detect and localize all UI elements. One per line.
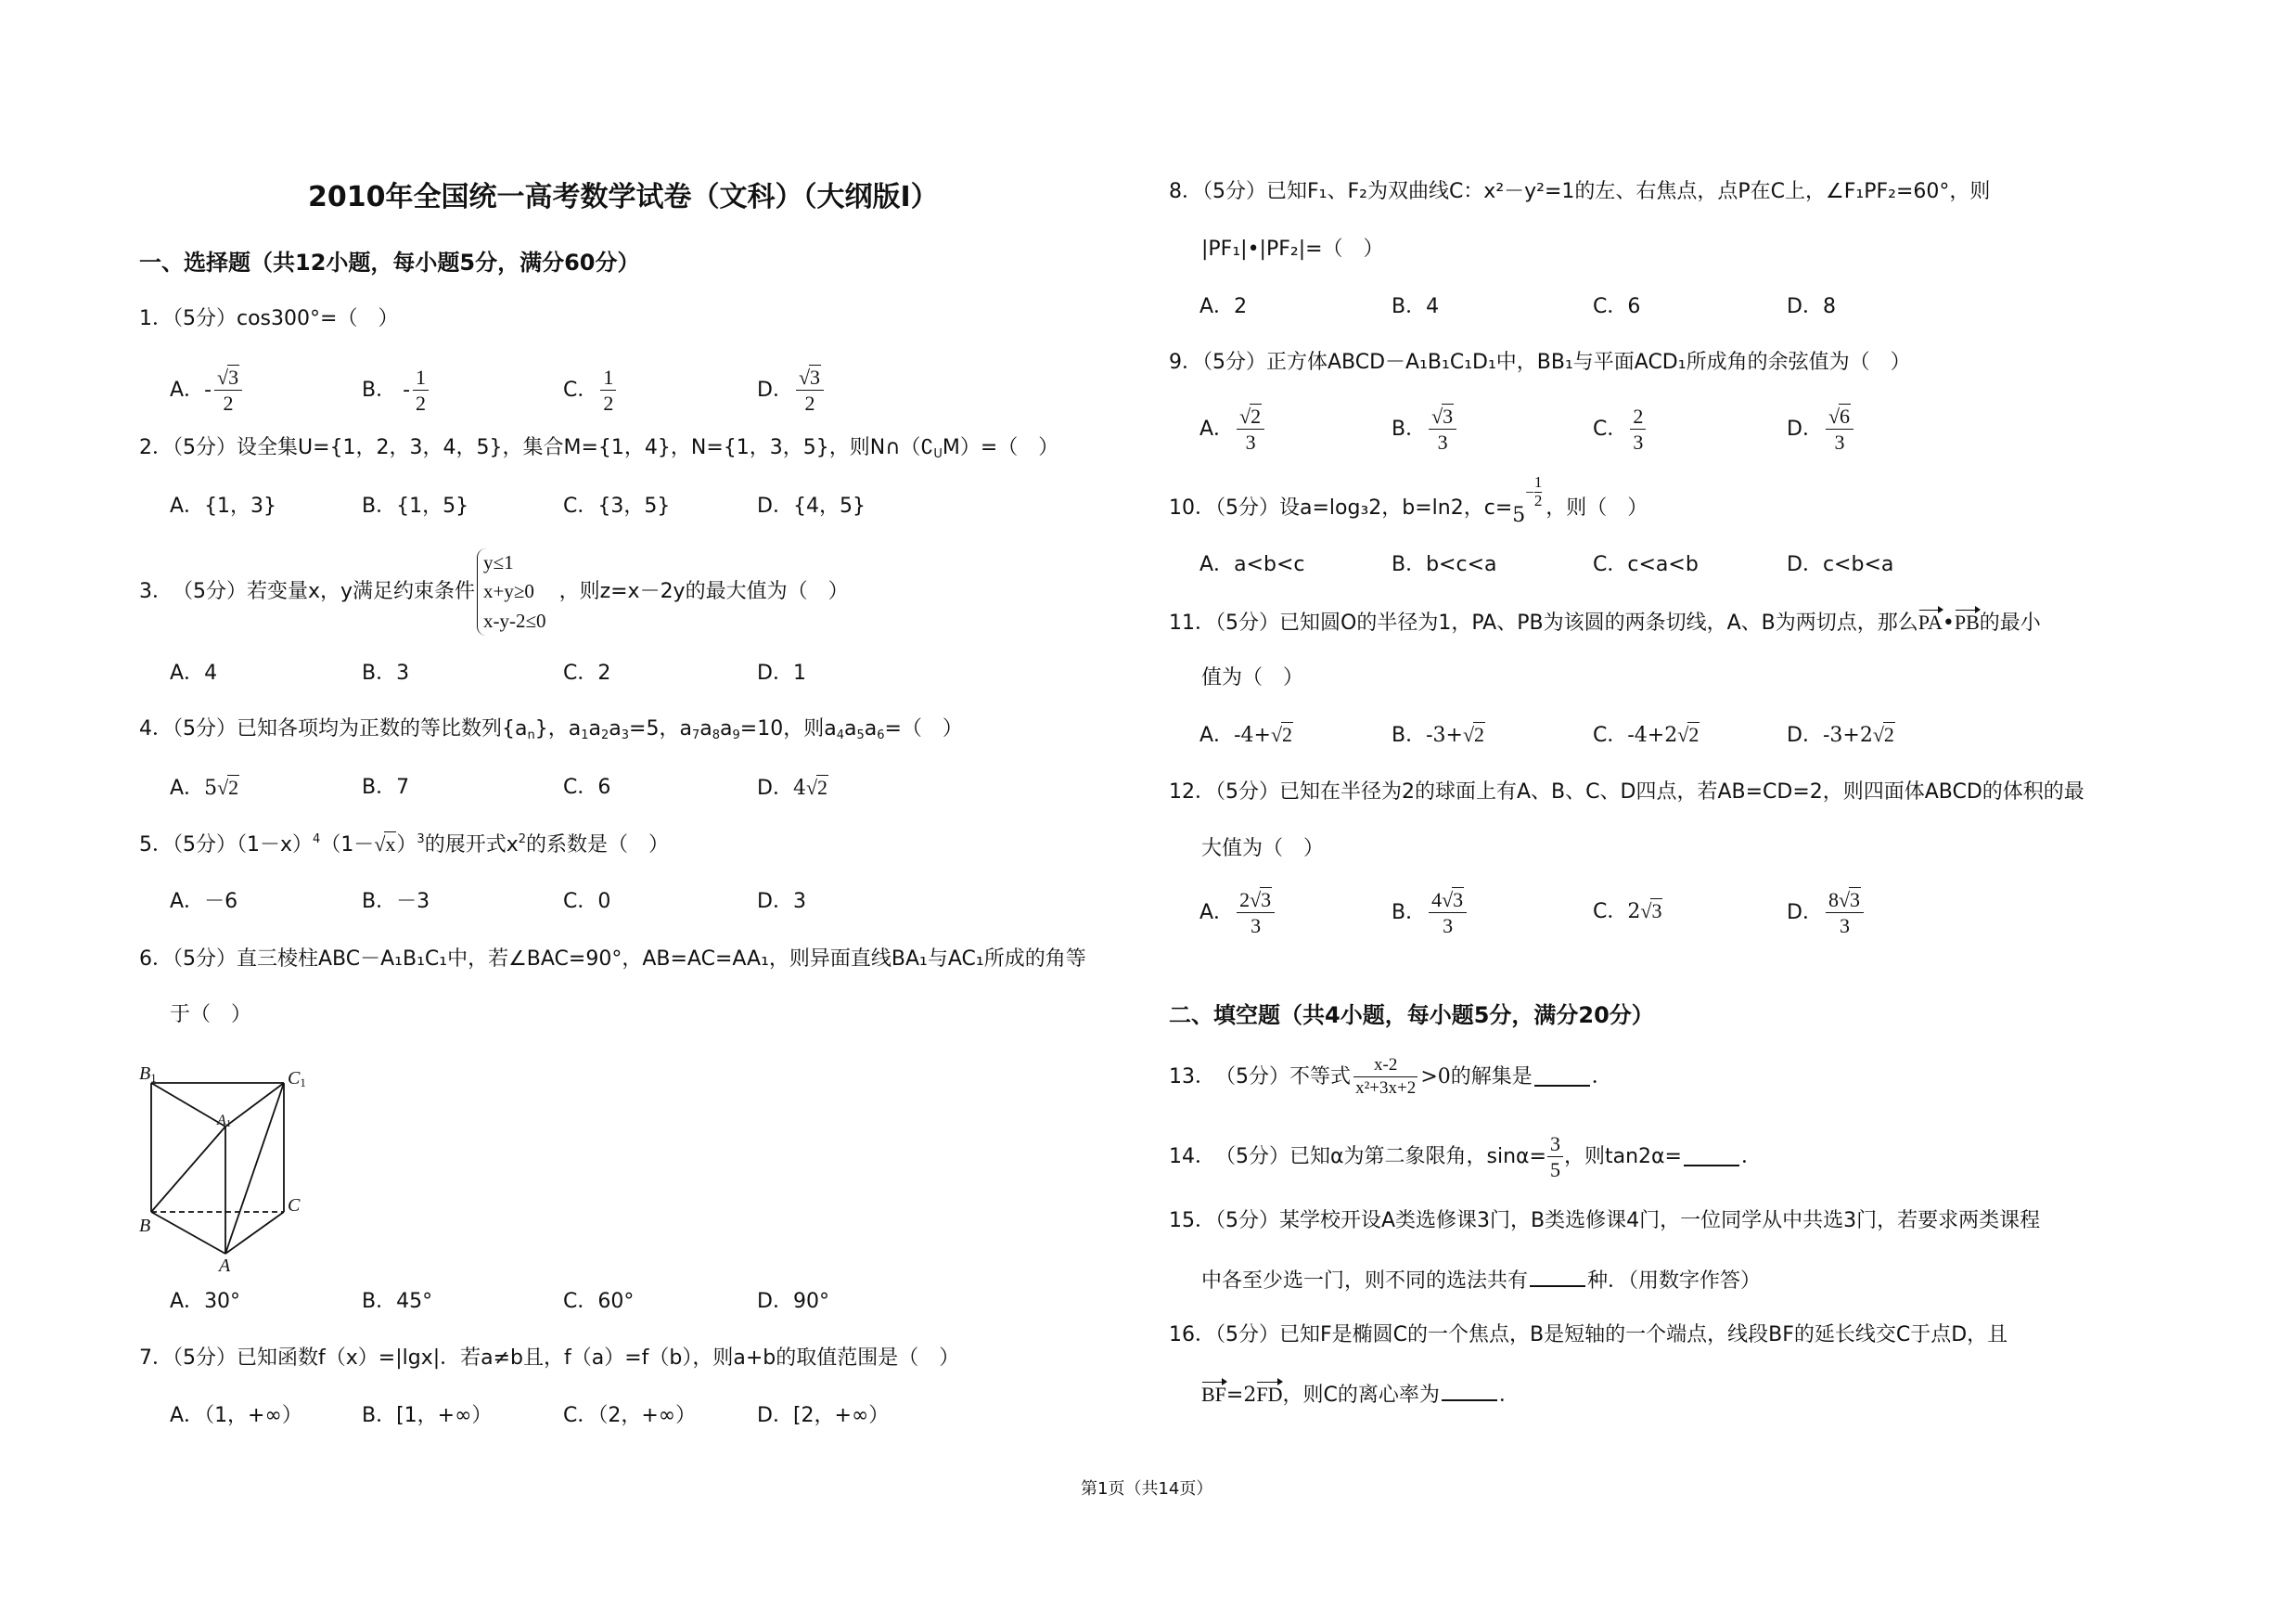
question-number: 12． (1169, 780, 1215, 804)
question-number: 16． (1169, 1323, 1215, 1346)
q5-option-d[interactable]: D．3 (757, 890, 806, 913)
q7-option-a[interactable]: A．（1，+∞） (170, 1404, 302, 1427)
q2-option-d[interactable]: D．{4，5} (757, 495, 866, 518)
label-a: A (219, 1256, 231, 1276)
question-8-continued: |PF₁|•|PF₂|=（ ） (1201, 238, 1384, 261)
question-15-continued: 中各至少选一门，则不同的选法共有 种．（用数字作答） (1201, 1269, 1762, 1293)
q9-option-d[interactable]: D． $\frac{√6}{3}$ (1787, 406, 1856, 454)
q4-option-d[interactable]: D．4√2 (757, 776, 828, 800)
question-11-continued: 值为（ ） (1201, 666, 1304, 689)
q6-option-d[interactable]: D．90° (757, 1290, 829, 1313)
question-number: 6． (139, 947, 173, 971)
q5-option-a[interactable]: A．－6 (170, 890, 238, 913)
question-15: 15．（5分）某学校开设A类选修课3门，B类选修课4门，一位同学从中共选3门，若要求两类课程 (1169, 1209, 2041, 1232)
q2-option-b[interactable]: B．{1，5} (362, 495, 469, 518)
q11-option-b[interactable]: B．-3+√2 (1392, 723, 1485, 747)
question-5: 5．（5分）$(1-x)^4(1-√x)^3$的展开式$x^2$的系数是（ ） (139, 832, 670, 857)
q2-option-a[interactable]: A．{1，3} (170, 495, 277, 518)
q8-option-a[interactable]: A．2 (1199, 295, 1248, 318)
question-9: 9．（5分）正方体ABCD－A₁B₁C₁D₁中，BB₁与平面ACD₁所成角的余弦值为（ ） (1169, 351, 1911, 374)
question-text: cos300°=（ ） (237, 307, 399, 330)
q1-option-b[interactable]: B． - $\frac{1}{2}$ (362, 367, 431, 415)
q12-option-b[interactable]: B． $\frac{4√3}{3}$ (1392, 889, 1469, 937)
q3-option-b[interactable]: B．3 (362, 662, 410, 685)
answer-blank[interactable] (1530, 1269, 1585, 1287)
question-7: 7．（5分）已知函数f（x）=|lgx|．若a≠b且，f（a）=f（b），则a+b的取值范围是（ ） (139, 1346, 960, 1370)
question-16: 16．（5分）已知F是椭圆C的一个焦点，B是短轴的一个端点，线段BF的延长线交C于点D，且 (1169, 1323, 2008, 1346)
label-a1: A1 (217, 1113, 232, 1129)
label-b: B (139, 1216, 151, 1236)
question-number: 4． (139, 717, 173, 741)
q10-option-d[interactable]: D．c<b<a (1787, 553, 1894, 576)
vector-pa: PA (1918, 611, 1943, 634)
vector-fd: FD (1256, 1383, 1283, 1406)
question-number: 5． (139, 833, 173, 857)
question-16-continued: BF=2FD，则C的离心率为 ． (1201, 1383, 1520, 1407)
q10-option-b[interactable]: B．b<c<a (1392, 553, 1497, 576)
power-expression: 5 − $\frac{1}{2}$ (1512, 473, 1543, 527)
q7-option-d[interactable]: D．[2，+∞） (757, 1404, 890, 1427)
q1-option-d[interactable]: D． $\frac{√3}{2}$ (757, 367, 827, 415)
question-text: 已知F是椭圆C的一个焦点，B是短轴的一个端点，线段BF的延长线交C于点D，且 (1279, 1323, 2008, 1346)
question-number: 14． (1169, 1145, 1215, 1168)
q10-option-a[interactable]: A．a<b<c (1199, 553, 1305, 576)
label-c1: C1 (288, 1068, 306, 1089)
q9-option-c[interactable]: C． $\frac{2}{3}$ (1593, 406, 1648, 454)
constraint-system: y≤1 x+y≥0 x-y-2≤0 (477, 548, 546, 637)
q9-option-b[interactable]: B． $\frac{√3}{3}$ (1392, 406, 1459, 454)
question-12: 12．（5分）已知在半径为2的球面上有A、B、C、D四点，若AB=CD=2，则四面体ABCD的体积的最 (1169, 780, 2084, 804)
question-number: 15． (1169, 1209, 1215, 1232)
q3-option-c[interactable]: C．2 (563, 662, 611, 685)
q11-option-c[interactable]: C．-4+2√2 (1593, 723, 1700, 747)
vector-pb: PB (1954, 611, 1980, 634)
answer-blank[interactable] (1442, 1383, 1497, 1401)
question-1 (139, 309, 398, 329)
q4-option-b[interactable]: B．7 (362, 776, 410, 799)
question-14: 14． （5分） 已知α为第二象限角，sinα= $\frac{3}{5}$ ，则tan2α= ． (1169, 1131, 1762, 1181)
question-text: 已知函数f（x）=|lgx|．若a≠b且，f（a）=f（b），则a+b的取值范围是（ ） (237, 1346, 960, 1370)
question-text: 若变量x，y满足约束条件 (247, 580, 476, 603)
q4-option-c[interactable]: C．6 (563, 776, 611, 799)
question-text: 已知圆O的半径为1，PA、PB为该圆的两条切线，A、B为两切点，那么 (1279, 612, 1918, 635)
q6-option-b[interactable]: B．45° (362, 1290, 433, 1313)
q8-option-d[interactable]: D．8 (1787, 295, 1836, 318)
q5-option-b[interactable]: B．－3 (362, 890, 430, 913)
q3-option-a[interactable]: A．4 (170, 662, 218, 685)
question-number: 9． (1169, 351, 1202, 374)
q6-option-c[interactable]: C．60° (563, 1290, 635, 1313)
question-number: 10． (1169, 496, 1215, 520)
vector-bf: BF (1201, 1383, 1226, 1406)
q9-option-a[interactable]: A． $\frac{√2}{3}$ (1199, 406, 1267, 454)
q3-option-d[interactable]: D．1 (757, 662, 806, 685)
question-score: （5分） (173, 307, 237, 330)
q10-option-c[interactable]: C．c<a<b (1593, 553, 1699, 576)
question-number: 7． (139, 1346, 173, 1370)
label-b1: B1 (139, 1063, 157, 1085)
label-c: C (288, 1195, 301, 1216)
q11-option-a[interactable]: A．-4+√2 (1199, 723, 1293, 747)
question-4: 4．（5分）已知各项均为正数的等比数列$\{a_n\}$，$a_1a_2a_3=5$，$a_7a_8a_9=10$，则$a_4a_5a_6=$（ ） (139, 717, 963, 742)
question-text: 设全集U={1，2，3，4，5}，集合M={1，4}，N={1，3，5}，则N∩（∁ (237, 436, 934, 459)
q7-option-c[interactable]: C．（2，+∞） (563, 1404, 697, 1427)
question-number: 11． (1169, 612, 1215, 635)
question-number: 2． (139, 436, 173, 459)
page-title: 2010年全国统一高考数学试卷（文科）（大纲版Ⅰ） (308, 181, 939, 213)
q11-option-d[interactable]: D．-3+2√2 (1787, 723, 1894, 747)
q8-option-c[interactable]: C．6 (1593, 295, 1641, 318)
q4-option-a[interactable]: A．5√2 (170, 776, 239, 800)
section-heading-multiple-choice: 一、选择题（共12小题，每小题5分，满分60分） (139, 250, 640, 276)
question-text: 已知在半径为2的球面上有A、B、C、D四点，若AB=CD=2，则四面体ABCD的体积的最 (1279, 780, 2084, 804)
q7-option-b[interactable]: B．[1，+∞） (362, 1404, 493, 1427)
question-3: 3． （5分） 若变量x，y满足约束条件 y≤1 x+y≥0 x-y-2≤0 ，则z=x－2y的最大值为（ ） (139, 557, 849, 627)
question-6: 6．（5分）直三棱柱ABC－A₁B₁C₁中，若∠BAC=90°，AB=AC=AA₁，则异面直线BA₁与AC₁所成的角等 (139, 947, 1086, 971)
q12-option-d[interactable]: D． $\frac{8√3}{3}$ (1787, 889, 1866, 937)
triangular-prism-figure (130, 1049, 334, 1281)
answer-blank[interactable] (1534, 1068, 1590, 1087)
question-text: 已知F₁、F₂为双曲线C：x²－y²=1的左、右焦点，点P在C上，∠F₁PF₂=60°，则 (1266, 180, 1991, 203)
question-6-continued: 于（ ） (170, 1003, 252, 1026)
question-number: 13． (1169, 1065, 1215, 1088)
question-13: 13． （5分） 不等式 $\frac{x-2}{\text{x²+3x+2}}$ >0的解集是 ． (1169, 1055, 1612, 1098)
question-text: 正方体ABCD－A₁B₁C₁D₁中，BB₁与平面ACD₁所成角的余弦值为（ ） (1266, 351, 1911, 374)
question-text: 直三棱柱ABC－A₁B₁C₁中，若∠BAC=90°，AB=AC=AA₁，则异面直线BA₁与AC₁所成的角等 (237, 947, 1086, 971)
question-8: 8．（5分）已知F₁、F₂为双曲线C：x²－y²=1的左、右焦点，点P在C上，∠F₁PF₂=60°，则 (1169, 180, 1991, 203)
q12-option-c[interactable]: C．2√3 (1593, 899, 1662, 923)
question-number: 8． (1169, 180, 1202, 203)
question-number: 3． (139, 580, 173, 603)
section-heading-fill-in: 二、填空题（共4小题，每小题5分，满分20分） (1169, 1002, 1654, 1028)
q6-option-a[interactable]: A．30° (170, 1290, 241, 1313)
question-text: 设a=log₃2，b=ln2，c= (1279, 496, 1513, 520)
q5-option-c[interactable]: C．0 (563, 890, 611, 913)
answer-blank[interactable] (1684, 1148, 1739, 1166)
q2-option-c[interactable]: C．{3，5} (563, 495, 671, 518)
q8-option-b[interactable]: B．4 (1392, 295, 1440, 318)
question-2: 2．（5分）设全集U={1，2，3，4，5}，集合M={1，4}，N={1，3，5}，则$N\cap(∁_UM)=$（ ） (139, 436, 1059, 461)
question-number: 1． (139, 307, 173, 330)
question-11: 11．（5分）已知圆O的半径为1，PA、PB为该圆的两条切线，A、B为两切点，那么PA•PB的最小 (1169, 611, 2041, 635)
question-10: 10．（5分）设a=log₃2，b=ln2，c=5 − $\frac{1}{2}$ ，则（ ） (1169, 473, 1648, 527)
q1-option-a[interactable]: A．- $\frac{√3}{2}$ (170, 367, 245, 415)
q12-option-a[interactable]: A． $\frac{2√3}{3}$ (1199, 889, 1277, 937)
q1-option-c[interactable]: C． $\frac{1}{2}$ (563, 367, 619, 415)
page-footer: 第1页（共14页） (1081, 1479, 1213, 1499)
question-text: 某学校开设A类选修课3门，B类选修课4门，一位同学从中共选3门，若要求两类课程 (1279, 1209, 2041, 1232)
question-12-continued: 大值为（ ） (1201, 837, 1325, 860)
